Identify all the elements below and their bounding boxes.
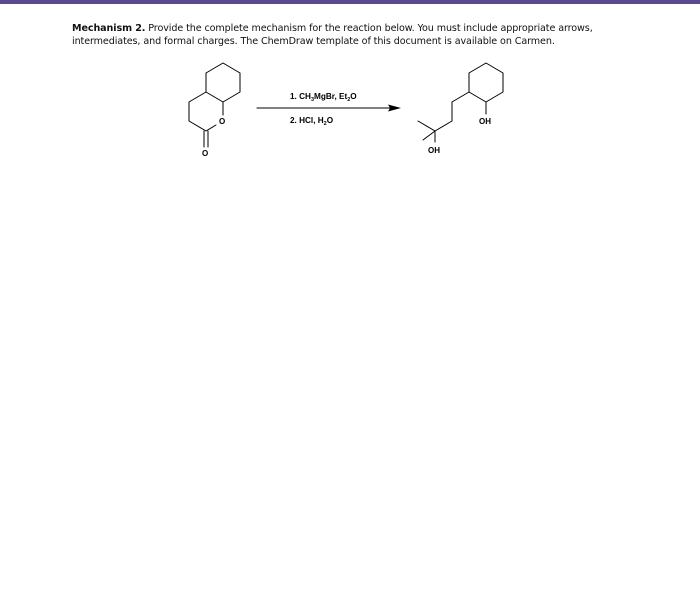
reaction-arrow (257, 105, 401, 112)
product-methyl-b (423, 131, 435, 140)
question-text: Provide the complete mechanism for the reaction below. You must include appropriate arrows, intermediates, and formal charges. The ChemDraw template of this document is available on Carmen. (72, 23, 593, 47)
reactant-carbonyl-oxygen: O (202, 149, 209, 158)
product-tertiary-hydroxyl: OH (428, 146, 440, 155)
question-label: Mechanism 2. (72, 23, 146, 34)
product-methyl-a (418, 121, 435, 131)
reagent-step-2: 2. HCl, $H_2O$ (290, 116, 334, 127)
reactant-cyclohexane-ring (206, 63, 240, 102)
reagent-step-1: 1. $CH_3MgBr$, $Et_2O$ (290, 92, 357, 103)
product-cyclohexane-ring (469, 63, 503, 102)
reactant-structure (189, 63, 240, 158)
product-ring-hydroxyl: OH (479, 117, 491, 126)
product-side-chain (435, 92, 469, 131)
product-structure (418, 63, 503, 155)
reactant-ring-oxygen: O (219, 117, 226, 126)
reactant-lactone-ring (189, 92, 216, 131)
reagent-labels (290, 92, 357, 127)
